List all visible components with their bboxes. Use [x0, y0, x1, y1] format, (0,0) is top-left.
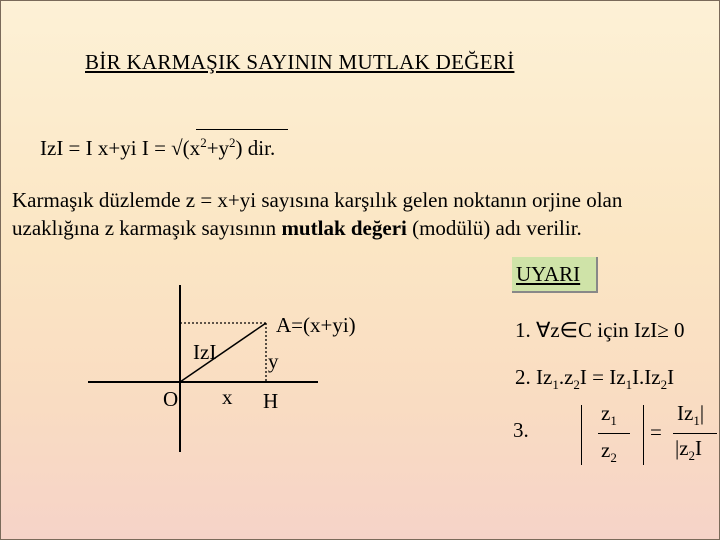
- rule2-s2: 2: [573, 377, 580, 393]
- page-title: BİR KARMAŞIK SAYININ MUTLAK DEĞERİ: [85, 50, 515, 74]
- den-sub: 2: [610, 450, 617, 466]
- rden-sub: 2: [688, 448, 696, 464]
- equals-sign: =: [650, 420, 662, 444]
- definition-bold: mutlak değeri: [281, 216, 407, 240]
- rule2-a: 2. Iz: [515, 365, 553, 389]
- point-a-label: A=(x+yi): [276, 313, 356, 337]
- formula-sup1: 2: [200, 135, 207, 150]
- rnum-end: |: [699, 401, 705, 425]
- num-z: z: [601, 401, 611, 425]
- definition-part1: Karmaşık düzlemde z = x+yi sayısına karşılık gelen noktanın orjine olan uzaklığına z karmaşık sayısının: [12, 188, 623, 240]
- rule2-s3: 1: [625, 377, 633, 393]
- h-label: H: [263, 389, 279, 413]
- rule2-b: .z: [558, 365, 574, 389]
- rule2-d: I.Iz: [632, 365, 661, 389]
- den-z: z: [601, 438, 611, 462]
- rule2-e: I: [667, 365, 675, 389]
- frac-numerator: [601, 401, 617, 429]
- rden: |z: [675, 436, 689, 460]
- origin-label: O: [163, 387, 179, 411]
- right-numerator: [677, 401, 704, 429]
- warning-label: UYARI: [516, 262, 581, 286]
- definition-part2: (modülü) adı verilir.: [406, 216, 582, 240]
- rule2-s4: 2: [660, 377, 668, 393]
- num-sub: 1: [610, 413, 617, 429]
- rden-end: I: [695, 436, 703, 460]
- x-label: x: [222, 385, 233, 409]
- formula-lhs: IzI = I x+yi I = √(x: [40, 136, 201, 160]
- rule-1: 1. ∀z∈C için IzI≥ 0: [515, 318, 685, 342]
- abs-bar-left: [581, 405, 582, 465]
- rnum: Iz: [677, 401, 694, 425]
- formula-mid: +y: [206, 136, 230, 160]
- right-denominator: [675, 436, 702, 464]
- y-label: y: [268, 349, 279, 373]
- rule2-s1: 1: [552, 377, 559, 393]
- frac-denominator: [601, 438, 617, 466]
- abs-bar-right: [643, 405, 644, 465]
- formula-sup2: 2: [229, 135, 236, 150]
- frac-line-left: [598, 433, 630, 434]
- rule2-c: I = Iz: [579, 365, 626, 389]
- frac-line-right: [673, 433, 717, 434]
- rule-3-number: 3.: [513, 418, 529, 442]
- modulus-label: IzI: [193, 340, 217, 364]
- formula-end: ) dir.: [235, 136, 276, 160]
- rnum-sub: 1: [693, 413, 700, 429]
- rule-2: [515, 365, 674, 393]
